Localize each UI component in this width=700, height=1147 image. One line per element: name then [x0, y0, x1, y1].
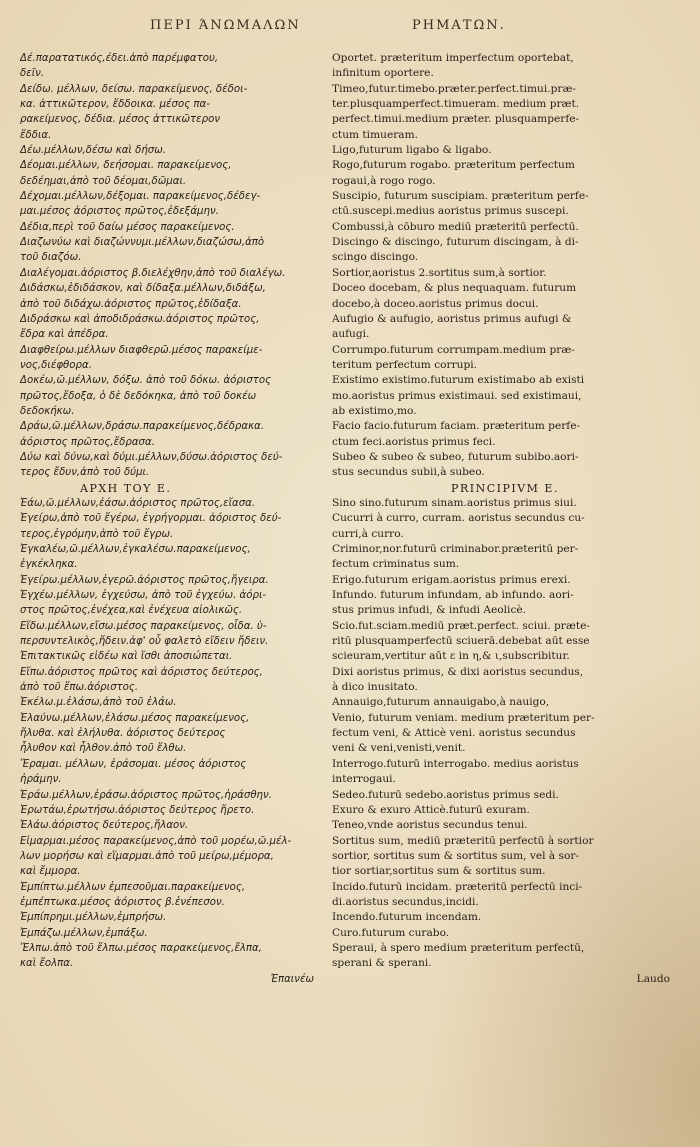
text-line: δεῖν.	[20, 68, 45, 80]
text-line: δεδοκήκω.	[20, 405, 75, 417]
text-line: Δέχομαι.μέλλων,δέξομαι. παρακείμενος,δέδεγ-	[20, 191, 261, 203]
text-line: Erigo.futurum erigam.aoristus primus erexi.	[332, 573, 571, 586]
text-line: ἀπὸ τοῦ ἔπω.ἀόριστος.	[20, 682, 139, 694]
text-line: στος πρῶτος,ἐνέχεα,καὶ ἐνέχευα αἰολικῶς.	[20, 605, 243, 617]
text-line: πρῶτος,ἔδοξα, ὁ δὲ δεδόκηκα, ἀπὸ τοῦ δοκέω	[20, 390, 257, 402]
text-line: καὶ ἔμμορα.	[20, 866, 81, 878]
text-line: Δοκέω,ῶ.μέλλων, δόξω. ἀπὸ τοῦ δόκω. ἀόριστος	[20, 375, 272, 387]
text-line: docebo,à doceo.aoristus primus docui.	[332, 297, 539, 310]
section-heading: PRINCIPIVM E.	[451, 481, 559, 495]
text-line: scingo discingo.	[332, 251, 419, 264]
latin-column	[332, 51, 678, 987]
text-line: rogaui,à rogo rogo.	[332, 174, 436, 187]
text-line: perfect.timui.medium præter. plusquamperfe-	[332, 113, 580, 126]
text-line: Ἐπιτακτικῶς εἰδέω καὶ ἴσθι ἀποσιώπεται.	[20, 651, 233, 663]
text-line: scieuram,vertitur aūt ε in η,& ι,subscribitur.	[332, 650, 570, 663]
text-line: ἐγκέκληκα.	[20, 559, 78, 571]
text-line: Timeo,futur.timebo.præter.perfect.timui.præ-	[332, 82, 577, 95]
text-line: Ἐμπάζω.μέλλων,ἐμπάξω.	[20, 927, 148, 939]
text-line: interrogaui.	[332, 773, 396, 786]
text-line: Subeo & subeo & subeo, futurum subibo.aori-	[332, 450, 579, 463]
text-line: Incendo.futurum incendam.	[332, 911, 482, 924]
text-line: Incido.futurū incidam. præteritū perfectū inci-	[332, 880, 583, 893]
text-line: Sedeo.futurū sedebo.aoristus primus sedi.	[332, 788, 559, 801]
text-line: Teneo,vnde aoristus secundus tenui.	[332, 819, 528, 832]
text-line: Ἐράω.μέλλων,ἐράσω.ἀόριστος πρῶτος,ἠράσθην.	[20, 789, 272, 801]
text-line: ἔδρα καὶ ἀπέδρα.	[20, 329, 109, 341]
catchword: Ἐπαινέω	[270, 973, 314, 985]
text-line: Doceo docebam, & plus nequaquam. futurum	[332, 282, 577, 295]
text-line: Corrumpo.futurum corrumpam.medium præ-	[332, 343, 575, 356]
text-line: ritū plusquamperfectū sciuerā.debebat aūt esse	[332, 635, 590, 648]
text-line: ctum timueram.	[332, 128, 419, 141]
text-line: Oportet. præteritum imperfectum oportebat,	[332, 52, 574, 64]
text-line: ἠράμην.	[20, 774, 62, 786]
text-line: Ἐλάω.ἀόριστος δεύτερος,ἤλαον.	[20, 820, 189, 832]
text-line: τοῦ διαζόω.	[20, 252, 82, 264]
text-line: Ἐγκαλέω,ῶ.μέλλων,ἐγκαλέσω.παρακείμενος,	[20, 544, 251, 555]
text-line: ctū.suscepi.medius aoristus primus suscepi.	[332, 205, 569, 218]
text-line: ἔδδια.	[20, 129, 52, 141]
text-line: Ἐμπίπτω.μέλλων ἐμπεσοῦμαι.παρακείμενος,	[20, 881, 246, 893]
text-line: Suscipio, futurum suscipiam. præteritum perfe-	[332, 190, 589, 203]
text-line: Ἐγείρω.μέλλων,ἐγερῶ.ἀόριστος πρῶτος,ἤγειρα.	[20, 574, 269, 586]
running-head-left: ΠΕΡΙ ΆΝΩΜΑΛΩΝ	[150, 18, 301, 33]
text-line: Δέομαι.μέλλων, δεήσομαι. παρακείμενος,	[20, 160, 232, 172]
text-line: Combussi,à cōburo mediū præteritū perfectū.	[332, 220, 579, 233]
text-line: ἀπὸ τοῦ διδάχω.ἀόριστος πρῶτος,ἐδίδαξα.	[20, 298, 242, 310]
text-line: Διδάσκω,ἐδιδάσκον, καὶ δίδαξα.μέλλων,διδάξω,	[20, 283, 266, 295]
catchword: Laudo	[636, 972, 670, 985]
text-line: δεδέημαι,ἀπὸ τοῦ δέομαι,δῶμαι.	[20, 175, 187, 187]
text-line: Διαζωνύω καὶ διαζώννυμι.μέλλων,διαζώσω,ἀπὸ	[20, 237, 265, 249]
text-line: aufugi.	[332, 328, 370, 341]
text-line: Δέω.μέλλων,δέσω καὶ δήσω.	[20, 145, 167, 157]
text-line: νος,διέφθορα.	[20, 359, 92, 371]
text-line: Facio facio.futurum faciam. præteritum perfe-	[332, 420, 581, 433]
text-line: ἦλυθον καὶ ἦλθον.ἀπὸ τοῦ ἔλθω.	[20, 743, 187, 755]
text-line: stus secundus subii,à subeo.	[332, 466, 485, 479]
text-line: sortior, sortitus sum & sortitus sum, vel à sor-	[332, 849, 580, 862]
text-line: Discingo & discingo, futurum discingam, à di-	[332, 236, 579, 249]
text-line: τερος ἔδυν,ἀπὸ τοῦ δύμι.	[20, 467, 150, 479]
text-line: Venio, futurum veniam. medium præteritum per-	[332, 711, 595, 724]
text-line: à dico inusitato.	[332, 681, 418, 694]
text-line: Annauigo,futurum annauigabo,à nauigo,	[332, 696, 550, 709]
text-line: Criminor,nor.futurū criminabor.præteritū per-	[332, 543, 579, 555]
text-line: ctum feci.aoristus primus feci.	[332, 435, 496, 448]
text-line: Infundo. futurum infundam, ab infundo. aori-	[332, 589, 574, 602]
text-line: Aufugio & aufugio, aoristus primus aufugi &	[332, 312, 572, 325]
text-line: ab existimo,mo.	[332, 404, 417, 417]
text-line: Εἱμαρμαι.μέσος παρακείμενος,ἀπὸ τοῦ μορέω,ῶ.μέλ-	[20, 835, 292, 847]
text-line: Διδράσκω καὶ ἀποδιδράσκω.ἀόριστος πρῶτος,	[20, 313, 260, 325]
text-line: Ligo,futurum ligabo & ligabo.	[332, 144, 492, 157]
text-line: Δείδω. μέλλων, δείσω. παρακείμενος, δέδοι-	[20, 83, 248, 95]
text-line: Ἐγείρω,ἀπὸ τοῦ ἔγέρω, ἐγρήγορμαι. ἀόριστος δεύ-	[20, 513, 282, 525]
text-line: ἤλυθα. καὶ ἐλήλυθα. ἀόριστος δεύτερος	[20, 728, 226, 740]
text-line: infinitum oportere.	[332, 67, 434, 80]
text-line: di.aoristus secundus,incidi.	[332, 895, 479, 908]
text-line: Εἴδω.μέλλων,εἴσω.μέσος παρακείμενος, οἶδα. ὑ-	[20, 620, 267, 632]
text-line: τερος,ἐγρόμην,ἀπὸ τοῦ ἔγρω.	[20, 528, 174, 540]
text-line: Sortior,aoristus 2.sortitus sum,à sortior.	[332, 266, 547, 279]
text-line: Speraui, à spero medium præteritum perfectū,	[332, 941, 585, 954]
text-line: Curo.futurum curabo.	[332, 926, 450, 939]
text-line: Rogo,futurum rogabo. præteritum perfectum	[332, 159, 575, 172]
text-line: Ἐάω,ῶ.μέλλων,ἐάσω.ἀόριστος πρῶτος,εἴασα.	[20, 497, 256, 509]
text-line: curri,à curro.	[332, 527, 404, 540]
text-line: ρακείμενος, δέδια. μέσος ἀττικῶτερον	[20, 114, 221, 126]
running-head-right: ΡΗΜΑΤΩΝ.	[412, 18, 506, 33]
text-line: Δέ.παρατατικός,έδει.ἀπὸ παρέμφατου,	[20, 53, 219, 64]
text-line: λων μορήσω καὶ εἵμαρμαι.ἀπὸ τοῦ μείρω,μέμορα,	[20, 850, 274, 862]
text-line: Ἔλπω.ἀπὸ τοῦ ἔλπω.μέσος παρακείμενος,ἔλπα,	[20, 942, 262, 954]
text-line: Ἐρωτάω,ἐρωτήσω.ἀόριστος δεύτερος ἤρετο.	[20, 804, 255, 816]
text-line: tior sortiar,sortitus sum & sortitus sum.	[332, 865, 546, 878]
text-line: Διαλέγομαι.ἀόριστος β.διελέχθην,ἀπὸ τοῦ διαλέγω.	[20, 267, 286, 279]
text-line: Sortitus sum, mediū præteritū perfectū à sortior	[332, 834, 594, 847]
text-line: Ἐλαύνω.μέλλων,ἐλάσω.μέσος παρακείμενος,	[20, 712, 250, 724]
text-line: Ἔραμαι. μέλλων, ἐράσομαι. μέσος ἀόριστος	[20, 758, 247, 770]
text-line: veni & veni,venisti,venit.	[332, 742, 466, 755]
text-line: Εἴπω.ἀόριστος πρῶτος καὶ ἀόριστος δεύτερος,	[20, 666, 263, 678]
text-line: Ἐμπίπρημι.μέλλων,ἐμπρήσω.	[20, 912, 167, 924]
text-line: μαι.μέσος ἀόριστος πρῶτος,ἐδεξάμην.	[20, 206, 219, 218]
text-line: Dixi aoristus primus, & dixi aoristus secundus,	[332, 665, 584, 678]
text-line: Scio.fut.sciam.mediū præt.perfect. sciui. præte-	[332, 619, 590, 632]
text-line: Sino sino.futurum sinam.aoristus primus siui.	[332, 496, 577, 509]
text-line: Existimo existimo.futurum existimabo ab existi	[332, 374, 585, 387]
text-line: fectum veni, & Atticè veni. aoristus secundus	[332, 727, 576, 740]
text-line: sperani & sperani.	[332, 957, 432, 970]
greek-column	[20, 51, 322, 987]
text-line: fectum criminatus sum.	[332, 558, 460, 571]
text-line: ἐμπέπτωκα.μέσος ἀόριστος β.ἐνέπεσον.	[20, 896, 225, 908]
text-line: teritum perfectum corrupi.	[332, 358, 478, 371]
text-line: καὶ ἔολπα.	[20, 958, 74, 970]
text-line: Δέδια,περὶ τοῦ δαίω μέσος παρακείμενος.	[20, 221, 235, 233]
text-line: Ἐκέλω.μ.ἐλάσω,ἀπὸ τοῦ ἐλάω.	[20, 697, 177, 709]
text-line: Cucurri à curro, curram. aoristus secundus cu-	[332, 512, 585, 525]
text-line: περσυντελικὸς,ἤδειν.ἀφ' οὗ φαλετὸ εἴδειν ἤδειν.	[20, 636, 269, 648]
text-line: Δράω,ῶ.μέλλων,δράσω.παρακείμενος,δέδρακα.	[20, 421, 265, 433]
text-line: Διαφθείρω.μέλλων διαφθερῶ.μέσος παρακείμε-	[20, 344, 263, 356]
text-line: Interrogo.futurū interrogabo. medius aoristus	[332, 757, 579, 770]
text-line: ter.plusquamperfect.timueram. medium præt.	[332, 98, 580, 111]
text-line: κα. ἀττικῶτερον, ἔδδοικα. μέσος πα-	[20, 99, 210, 111]
text-line: Exuro & exuro Atticè.futurū exuram.	[332, 803, 530, 816]
text-line: ἀόριστος πρῶτος,ἔδρασα.	[20, 436, 155, 448]
text-line: stus primus infudi, & infudi Aeolicè.	[332, 604, 527, 617]
text-line: Ἐγχέω.μέλλων, ἐγχεύσω, ἀπὸ τοῦ ἐγχεύω. ἀόρι-	[20, 590, 267, 602]
text-line: Δύω καὶ δύνω,καὶ δύμι.μέλλων,δύσω.ἀόριστος δεύ-	[20, 451, 283, 463]
text-line: mo.aoristus primus existimaui. sed existimaui,	[332, 389, 582, 402]
section-heading: ΑΡΧΗ ΤΟΥ Ε.	[80, 481, 172, 495]
